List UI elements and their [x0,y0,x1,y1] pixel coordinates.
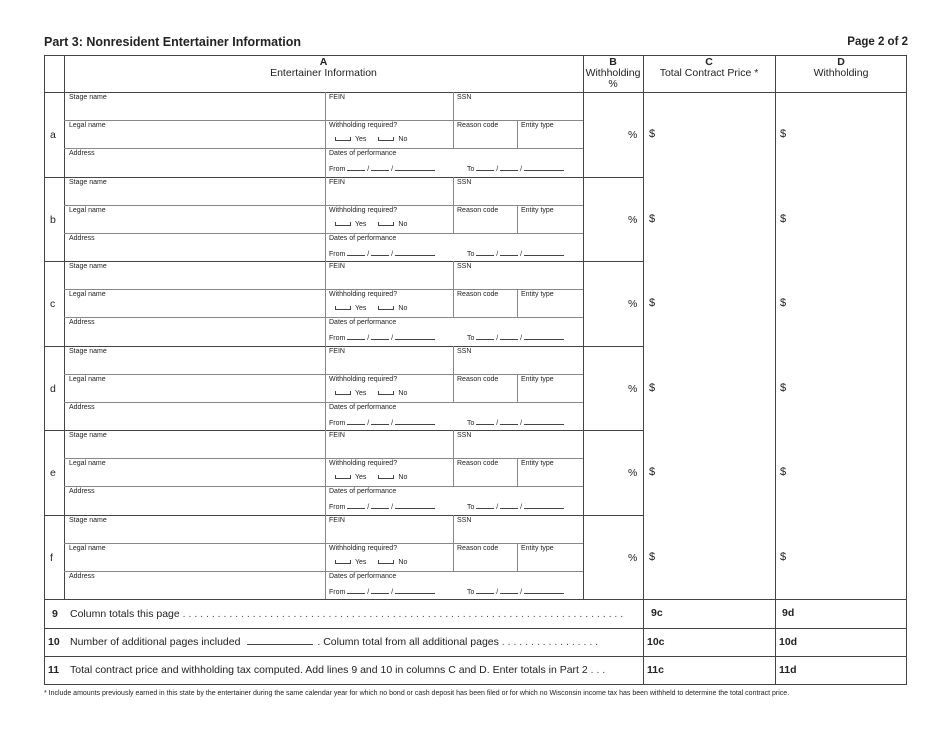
withholding-amount-field[interactable]: $ [780,212,787,225]
yes-checkbox[interactable] [335,560,351,564]
withholding-percent-field[interactable]: % [628,551,638,564]
fein-field[interactable]: FEIN [329,94,345,101]
no-label: No [398,474,408,481]
entity-type-field[interactable]: Entity type [521,122,554,129]
from-label: From [329,335,346,342]
withholding-amount-field[interactable]: $ [780,128,787,140]
withholding-percent-field[interactable]: % [628,298,638,310]
date-from-field[interactable]: From / / [329,419,435,427]
legal-name-field[interactable]: Legal name [69,206,106,214]
contract-price-field[interactable]: $ [649,550,656,563]
from-label: From [329,166,346,173]
stage-name-field[interactable]: Stage name [69,263,107,270]
reason-code-field[interactable]: Reason code [457,291,499,298]
ssn-field[interactable]: SSN [457,516,472,524]
entity-type-field[interactable]: Entity type [521,375,554,383]
yes-label: Yes [355,558,367,566]
dates-of-performance-label: Dates of performance [329,234,397,242]
line-11-label: Total contract price and withholding tax computed. Add lines 9 and 10 in columns C and D. Enter totals in Part 2 . . . [70,664,606,676]
from-label: From [329,419,346,427]
yes-label: Yes [355,136,367,143]
yes-checkbox[interactable] [335,222,351,226]
reason-code-field[interactable]: Reason code [457,460,499,467]
contract-price-field[interactable]: $ [649,381,656,394]
entity-type-field[interactable]: Entity type [521,544,554,552]
address-field[interactable]: Address [69,319,95,326]
line-10d-field[interactable]: 10d [779,636,798,648]
column-b-header: B Withholding % [585,56,641,90]
no-checkbox[interactable] [378,475,394,479]
yes-label: Yes [355,220,367,228]
yes-checkbox[interactable] [335,475,351,479]
dates-of-performance-label: Dates of performance [329,403,397,411]
yes-checkbox[interactable] [335,306,351,310]
part-title: Part 3: Nonresident Entertainer Information [44,35,301,49]
line-9c-field[interactable]: 9c [651,607,663,619]
column-d-header: D Withholding [813,56,869,79]
no-checkbox[interactable] [378,222,394,226]
to-label: To [467,166,475,173]
fein-field[interactable]: FEIN [329,263,345,270]
withholding-amount-field[interactable]: $ [780,297,787,309]
line-9-label: Column totals this page . . . . . . . . . . . . . . . . . . . . . . . . . . . . . . . . . . . . . . . . . . . . . . . . . . . . . . . . . . . . . . . . . . . . . . . . . . . . [70,608,624,620]
withholding-amount-field[interactable]: $ [780,381,787,394]
row-letter-f: f [50,551,53,564]
yes-label: Yes [355,389,367,397]
withholding-percent-field[interactable]: % [628,213,638,226]
line-9d-field[interactable]: 9d [782,607,795,619]
withholding-required-options [335,221,407,228]
line-9-number: 9 [52,608,58,620]
legal-name-field[interactable]: Legal name [69,544,106,552]
stage-name-field[interactable]: Stage name [69,178,107,186]
address-field[interactable]: Address [69,234,95,242]
stage-name-field[interactable]: Stage name [69,347,107,355]
withholding-required-label: Withholding required? [329,460,398,467]
row-letter-b: b [50,213,56,226]
address-field[interactable]: Address [69,572,95,580]
date-to-field[interactable]: To / / [467,165,564,173]
no-checkbox[interactable] [378,391,394,395]
withholding-required-label: Withholding required? [329,291,398,298]
date-to-field[interactable]: To / / [467,250,564,258]
from-label: From [329,504,346,511]
line-10-label: Number of additional pages included . Column total from all additional pages . . . . . . . . . . . . . . . . . [70,636,599,648]
contract-price-field[interactable]: $ [649,297,656,309]
date-from-field[interactable]: From / / [329,588,435,596]
contract-price-field[interactable]: $ [649,212,656,225]
reason-code-field[interactable]: Reason code [457,544,499,552]
contract-price-field[interactable]: $ [649,128,656,140]
date-to-field[interactable]: To / / [467,503,564,511]
dates-of-performance-label: Dates of performance [329,572,397,580]
address-field[interactable]: Address [69,150,95,157]
stage-name-field[interactable]: Stage name [69,94,107,101]
date-from-field[interactable]: From / / [329,503,435,511]
entity-type-field[interactable]: Entity type [521,460,554,467]
column-c-header: C Total Contract Price * [659,56,759,79]
legal-name-field[interactable]: Legal name [69,460,106,467]
withholding-required-options [335,390,407,397]
withholding-required-options [335,305,407,312]
withholding-percent-field[interactable]: % [628,129,638,141]
from-label: From [329,250,346,258]
additional-pages-input[interactable] [247,639,313,645]
entity-type-field[interactable]: Entity type [521,291,554,298]
row-letter-e: e [50,467,56,479]
date-from-field[interactable]: From / / [329,334,435,342]
to-label: To [467,250,475,258]
no-label: No [398,558,408,566]
line-11d-field[interactable]: 11d [779,664,797,676]
line-10c-field[interactable]: 10c [647,636,665,648]
no-checkbox[interactable] [378,560,394,564]
fein-field[interactable]: FEIN [329,432,345,439]
fein-field[interactable]: FEIN [329,178,345,186]
withholding-percent-field[interactable]: % [628,382,638,395]
fein-field[interactable]: FEIN [329,347,345,355]
contract-price-field[interactable]: $ [649,466,656,478]
withholding-required-label: Withholding required? [329,544,398,552]
date-from-field[interactable]: From / / [329,250,435,258]
withholding-required-label: Withholding required? [329,375,398,383]
row-letter-a: a [50,129,56,141]
line-11-number: 11 [48,664,60,676]
withholding-required-options [335,559,407,566]
ssn-field[interactable]: SSN [457,432,472,439]
reason-code-field[interactable]: Reason code [457,206,499,214]
ssn-field[interactable]: SSN [457,263,472,270]
ssn-field[interactable]: SSN [457,178,472,186]
legal-name-field[interactable]: Legal name [69,122,106,129]
no-label: No [398,136,408,143]
dates-of-performance-label: Dates of performance [329,488,397,495]
to-label: To [467,419,475,427]
yes-checkbox[interactable] [335,137,351,141]
to-label: To [467,588,475,596]
row-letter-c: c [50,298,56,310]
withholding-amount-field[interactable]: $ [780,550,787,563]
address-field[interactable]: Address [69,488,95,495]
column-a-header: A Entertainer Information [270,56,377,79]
no-checkbox[interactable] [378,306,394,310]
no-checkbox[interactable] [378,137,394,141]
page-number: Page 2 of 2 [847,36,908,48]
withholding-required-options [335,136,407,143]
stage-name-field[interactable]: Stage name [69,432,107,439]
dates-of-performance-label: Dates of performance [329,319,397,326]
address-field[interactable]: Address [69,403,95,411]
withholding-required-label: Withholding required? [329,206,398,214]
date-from-field[interactable]: From / / [329,165,435,173]
footnote: * Include amounts previously earned in this state by the entertainer during the same calendar year for which no bond or cash deposit has been filed or for which no Wisconsin income tax has been withheld to determine the total contract price. [44,690,790,697]
stage-name-field[interactable]: Stage name [69,516,107,524]
reason-code-field[interactable]: Reason code [457,122,499,129]
row-letter-d: d [50,382,56,395]
fein-field[interactable]: FEIN [329,516,345,524]
yes-label: Yes [355,305,367,312]
no-label: No [398,305,408,312]
dates-of-performance-label: Dates of performance [329,150,397,157]
withholding-amount-field[interactable]: $ [780,466,787,478]
from-label: From [329,588,346,596]
legal-name-field[interactable]: Legal name [69,291,106,298]
to-label: To [467,335,475,342]
withholding-required-options [335,474,407,481]
date-to-field[interactable]: To / / [467,334,564,342]
entity-type-field[interactable]: Entity type [521,206,554,214]
reason-code-field[interactable]: Reason code [457,375,499,383]
no-label: No [398,220,408,228]
withholding-required-label: Withholding required? [329,122,398,129]
line-11c-field[interactable]: 11c [647,664,664,676]
date-to-field[interactable]: To / / [467,419,564,427]
withholding-percent-field[interactable]: % [628,467,638,479]
ssn-field[interactable]: SSN [457,347,472,355]
to-label: To [467,504,475,511]
no-label: No [398,389,408,397]
yes-checkbox[interactable] [335,391,351,395]
legal-name-field[interactable]: Legal name [69,375,106,383]
yes-label: Yes [355,474,367,481]
line-10-number: 10 [48,636,60,648]
ssn-field[interactable]: SSN [457,94,472,101]
date-to-field[interactable]: To / / [467,588,564,596]
